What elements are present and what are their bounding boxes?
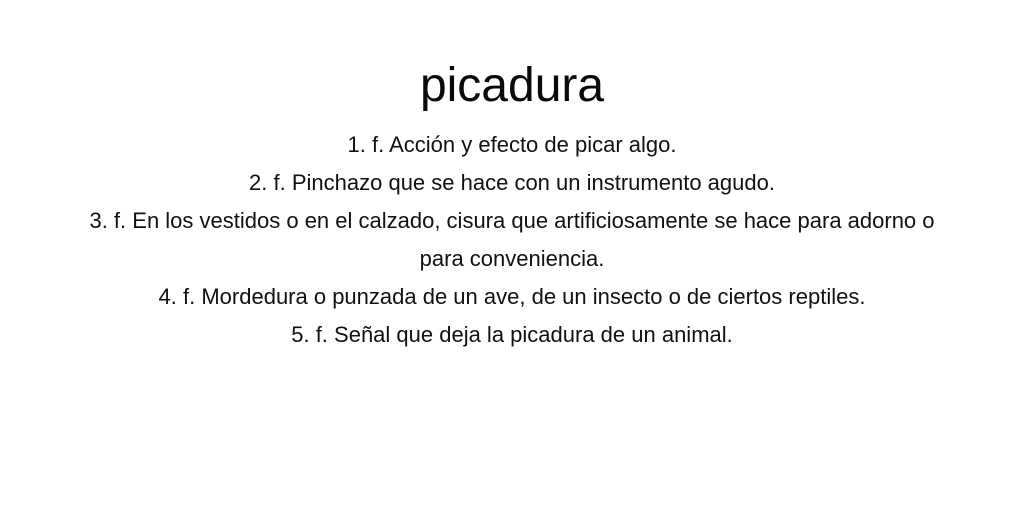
sense-item: 4. f. Mordedura o punzada de un ave, de un insecto o de ciertos reptiles. xyxy=(158,284,866,309)
sense-list xyxy=(67,126,957,354)
headword: picadura xyxy=(419,59,605,112)
sense-item: 1. f. Acción y efecto de picar algo. xyxy=(347,132,677,157)
sense-item: 3. f. En los vestidos o en el calzado, cisura que artificiosamente se hace para adorno o para conveniencia. xyxy=(89,208,935,271)
sense-item: 5. f. Señal que deja la picadura de un animal. xyxy=(291,322,733,347)
sense-item: 2. f. Pinchazo que se hace con un instrumento agudo. xyxy=(249,170,775,195)
